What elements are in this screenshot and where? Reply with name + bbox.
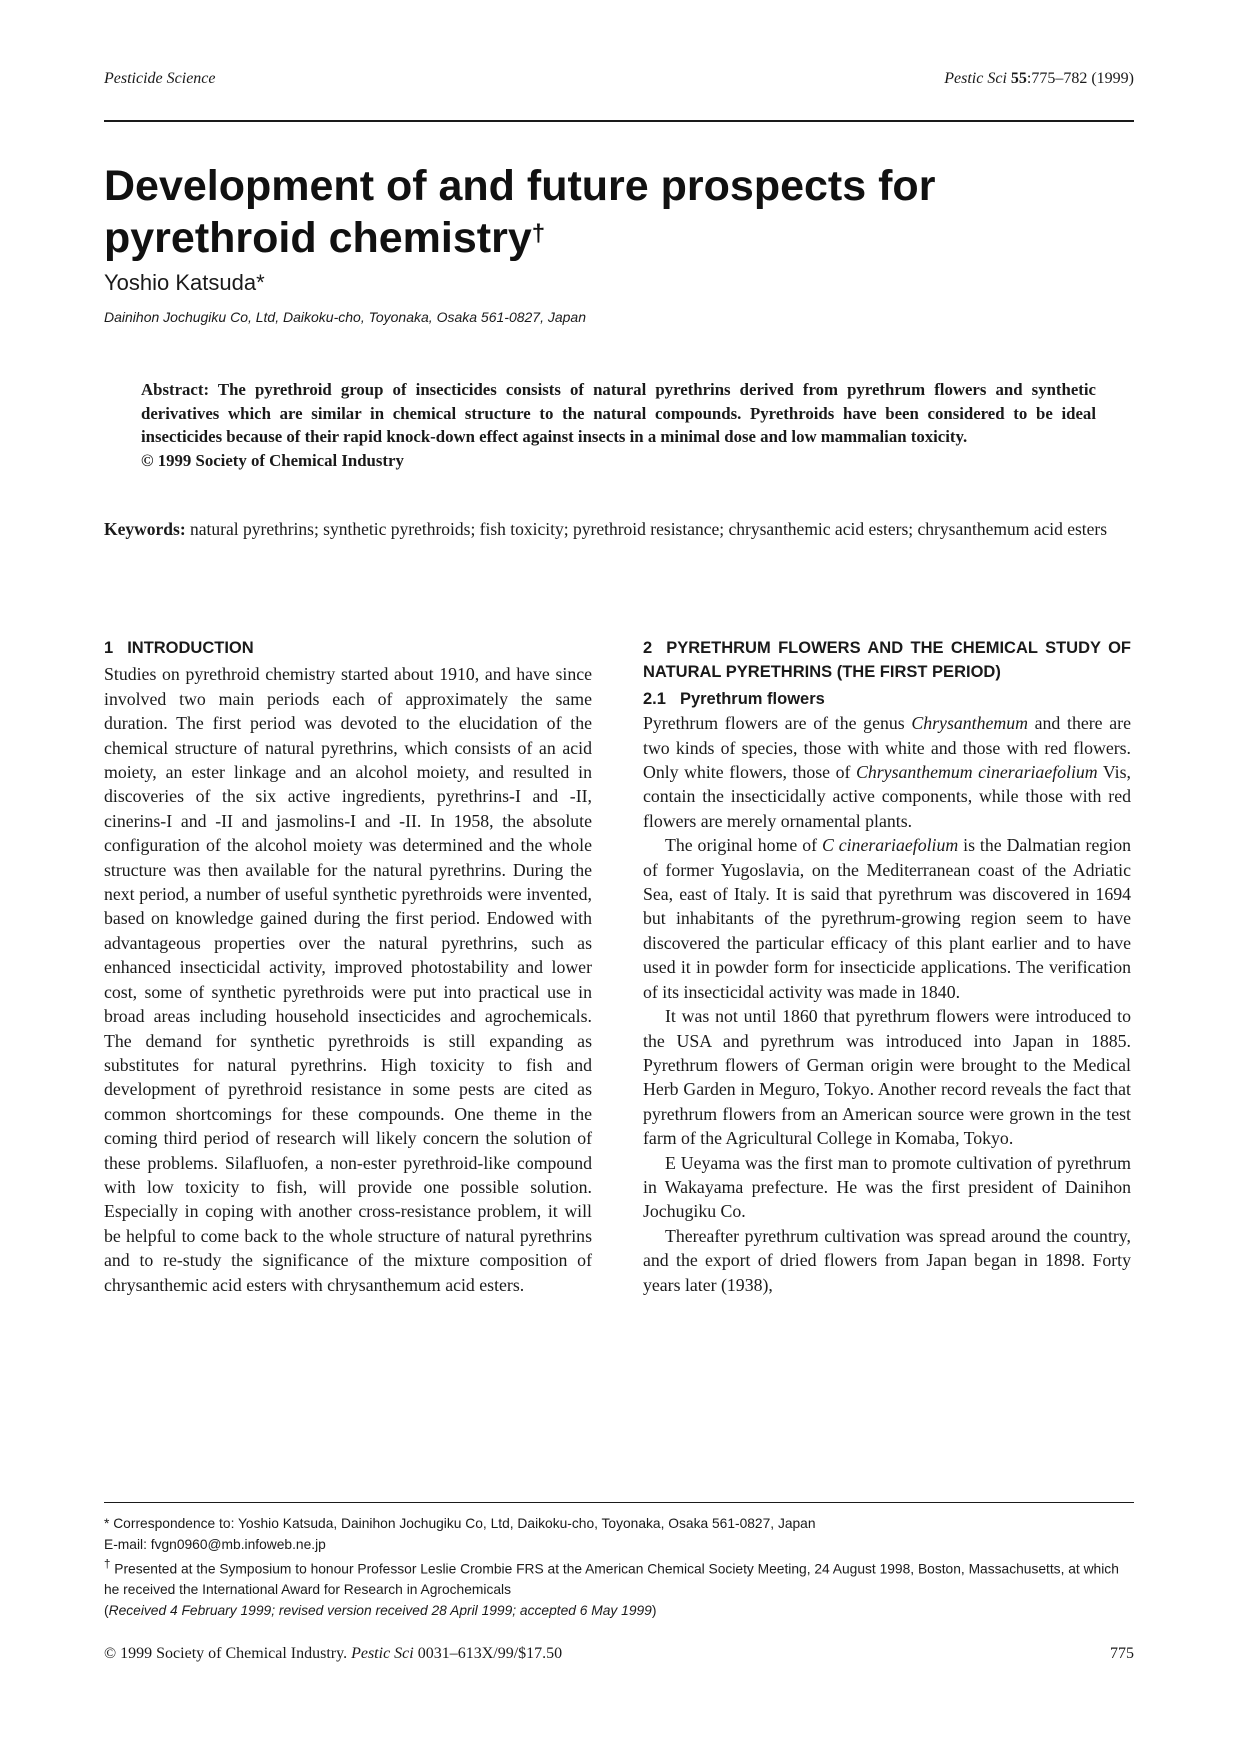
species-name: C cinerariaefolium bbox=[821, 835, 959, 856]
article-title bbox=[104, 160, 1134, 264]
text-run: is the Dalmatian region of former Yugoslavia, on the Mediterranean coast of the Adriatic Sea, east of Italy. It is said that pyrethrum was discovered in 1694 but inhabitants of the pyrethrum-growing region seem to have discovered the particular efficacy of this plant earlier and to have used it in powder form for insecticide applications. The verification of its insecticidal activity was made in 1840. bbox=[643, 835, 1131, 1002]
footnote-mark: * bbox=[104, 1516, 110, 1531]
keywords-label: Keywords: bbox=[104, 519, 186, 539]
title-text: Development of and future prospects for pyrethroid chemistry bbox=[104, 162, 936, 262]
paragraph-2-1-2 bbox=[643, 833, 1131, 1004]
abstract bbox=[141, 378, 1096, 472]
section-2-heading bbox=[643, 636, 1131, 685]
footer-citation bbox=[104, 1645, 562, 1663]
title-footnote-mark: † bbox=[531, 220, 546, 247]
header-rule bbox=[104, 120, 1134, 122]
author bbox=[104, 270, 265, 296]
text-run: Vis, contain the insecticidally active components, while those with red flowers are merely ornamental plants. bbox=[643, 762, 1131, 831]
affiliation: Dainihon Jochugiku Co, Ltd, Daikoku-cho, Toyonaka, Osaka 561-0827, Japan bbox=[104, 309, 587, 325]
footer-code: 0031–613X/99/$17.50 bbox=[417, 1645, 563, 1662]
journal-name: Pesticide Science bbox=[104, 70, 216, 87]
presented-text: Presented at the Symposium to honour Professor Leslie Crombie FRS at the American Chemical Society Meeting, 24 August 1998, Boston, Massachusetts, at which he received the International Award for Research in Agrochemicals bbox=[104, 1561, 1119, 1598]
citation bbox=[944, 70, 1134, 88]
section-2-number: 2 bbox=[643, 639, 653, 657]
introduction-paragraph: Studies on pyrethroid chemistry started about 1910, and have since involved two main periods each of approximately the same duration. The first period was devoted to the elucidation of the chemical structure of natural pyrethrins, which consists of an acid moiety, an ester linkage and an alcohol moiety, and resulted in discoveries of the six active ingredients, pyrethrins-I and -II, cinerins-I and -II and jasmolins-I and -II. In 1958, the absolute configuration of the alcohol moiety was determined and the whole structure was then available for the natural pyrethrins. During the next period, a number of useful synthetic pyrethroids were invented, based on knowledge gained during the first period. Endowed with advantageous properties over the natural pyrethrins, such as enhanced insecticidal activity, improved photostability and lower cost, some of synthetic pyrethroids were put into practical use in broad areas including household insecticides and agrochemicals. The demand for synthetic pyrethroids is still expanding as substitutes for natural pyrethrins. High toxicity to fish and development of pyrethroid resistance in some pests are cited as common shortcomings for these compounds. One theme in the coming third period of research will likely concern the solution of these problems. Silafluofen, a non-ester pyrethroid-like compound with low toxicity to fish, will provide one possible solution. Especially in coping with another cross-resistance problem, it will be helpful to come back to the whole structure of natural pyrethrins and to re-study the significance of the mixture composition of chrysanthemic acid esters with chrysanthemum acid esters. bbox=[104, 664, 592, 1295]
presented-footnote bbox=[104, 1555, 1134, 1601]
footer-journal: Pestic Sci bbox=[351, 1645, 414, 1662]
subsection-2-1-number: 2.1 bbox=[643, 689, 666, 708]
subsection-2-1-heading bbox=[643, 687, 1131, 711]
keywords-text: natural pyrethrins; synthetic pyrethroids; fish toxicity; pyrethroid resistance; chrysanthemic acid esters; chrysanthemum acid esters bbox=[190, 519, 1108, 539]
footnote-mark: † bbox=[104, 1559, 111, 1571]
right-column bbox=[643, 636, 1131, 1297]
paragraph-2-1-3: It was not until 1860 that pyrethrum flowers were introduced to the USA and pyrethrum was introduced into Japan in 1885. Pyrethrum flowers of German origin were brought to the Medical Herb Garden in Meguro, Tokyo. Another record reveals the fact that pyrethrum flowers from an American source were grown in the test farm of the Agricultural College in Komaba, Tokyo. bbox=[643, 1006, 1131, 1149]
species-name: Chrysanthemum cinerariaefolium bbox=[856, 762, 1098, 783]
paragraph-2-1-1 bbox=[643, 711, 1131, 833]
citation-journal: Pestic Sci bbox=[944, 70, 1007, 87]
paragraph-2-1-4: E Ueyama was the first man to promote cultivation of pyrethrum in Wakayama prefecture. He was the first president of Dainihon Jochugiku Co. bbox=[643, 1152, 1131, 1222]
text-run: and there are two kinds of species, those with white and those with red flowers. Only white flowers, those of bbox=[643, 713, 1131, 783]
subsection-2-1-title: Pyrethrum flowers bbox=[679, 689, 825, 708]
abstract-body bbox=[141, 378, 1096, 449]
footnotes bbox=[104, 1514, 1134, 1621]
page-number: 775 bbox=[1110, 1645, 1134, 1662]
abstract-copyright: © 1999 Society of Chemical Industry bbox=[141, 450, 404, 470]
keywords bbox=[104, 518, 1134, 542]
genus-name: Chrysanthemum bbox=[911, 713, 1028, 734]
text-run: The original home of bbox=[665, 835, 822, 856]
citation-volume: 55 bbox=[1010, 70, 1027, 87]
abstract-label: Abstract: bbox=[141, 380, 210, 399]
section-1-heading bbox=[104, 636, 592, 660]
author-name: Yoshio Katsuda bbox=[104, 270, 257, 295]
running-head bbox=[104, 70, 1134, 92]
email-footnote: E-mail: fvgn0960@mb.infoweb.ne.jp bbox=[104, 1536, 326, 1552]
author-footnote-mark: * bbox=[256, 270, 265, 295]
received-dates: (Received 4 February 1999; revised version received 28 April 1999; accepted 6 May 1999) bbox=[104, 1602, 657, 1618]
section-1-title: INTRODUCTION bbox=[127, 639, 254, 657]
correspondence-footnote bbox=[104, 1514, 1134, 1535]
citation-pages: :775–782 (1999) bbox=[1026, 70, 1134, 87]
text-run: Pyrethrum flowers are of the genus bbox=[643, 713, 912, 734]
received-text: Received 4 February 1999; revised version received 28 April 1999; accepted 6 May 1999 bbox=[108, 1602, 652, 1618]
left-column bbox=[104, 636, 592, 1297]
section-2-title: PYRETHRUM FLOWERS AND THE CHEMICAL STUDY OF NATURAL PYRETHRINS (THE FIRST PERIOD) bbox=[643, 639, 1131, 682]
footer-copyright: © 1999 Society of Chemical Industry. bbox=[104, 1645, 348, 1662]
section-1-number: 1 bbox=[104, 639, 114, 657]
abstract-text: The pyrethroid group of insecticides consists of natural pyrethrins derived from pyrethrum flowers and synthetic derivatives which are similar in chemical structure to the natural compounds. Pyrethroids have been considered to be ideal insecticides because of their rapid knock-down effect against insects in a minimal dose and low mammalian toxicity. bbox=[141, 380, 1096, 446]
paragraph-2-1-5: Thereafter pyrethrum cultivation was spread around the country, and the export of dried flowers from Japan began in 1898. Forty years later (1938), bbox=[643, 1225, 1131, 1295]
correspondence-text: Correspondence to: Yoshio Katsuda, Dainihon Jochugiku Co, Ltd, Daikoku-cho, Toyonaka, Osaka 561-0827, Japan bbox=[113, 1516, 816, 1531]
footnote-rule bbox=[104, 1502, 1134, 1503]
